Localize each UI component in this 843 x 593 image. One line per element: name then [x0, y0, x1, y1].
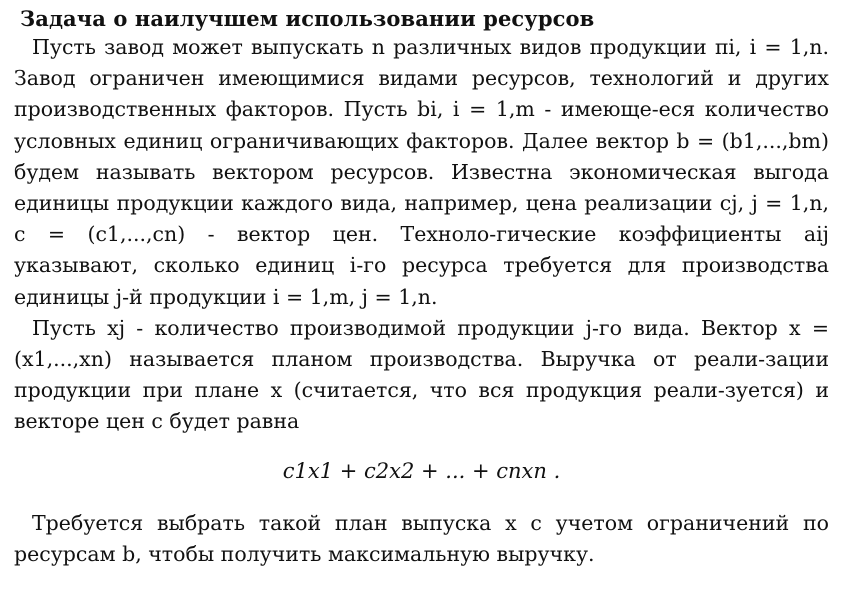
- document-page: [14, 6, 829, 587]
- paragraph-objective: Требуется выбрать такой план выпуска x с учетом ограничений по ресурсам b, чтобы получить максимальную выручку.: [14, 510, 829, 566]
- section-title: Задача о наилучшем использовании ресурсов: [20, 6, 595, 31]
- paragraph-problem-statement: Пусть завод может выпускать n различных видов продукции πi, i = 1,n. Завод ограничен имеющимися видами ресурсов, технологий и других производственных факторов. Пусть bi, i = 1,m - имеюще-еся количество условных единиц ограничивающих факторов. Далее вектор b = (b1,...,bm) будем называть вектором ресурсов. Известна экономическая выгода единицы продукции каждого вида, например, цена реализации cj, j = 1,n, c = (c1,...,cn) - вектор цен. Техноло-гические коэффициенты aij указывают, сколько единиц i-го ресурса требуется для производства единицы j-й продукции i = 1,m, j = 1,n.: [14, 35, 829, 309]
- paragraph-production-plan: Пусть xj - количество производимой продукции j-го вида. Вектор x = (x1,...,xn) называется планом производства. Выручка от реали-зации продукции при плане x (считается, что вся продукция реали-зуется) и векторе цен c будет равна: [14, 315, 829, 434]
- revenue-formula: c1x1 + c2x2 + ... + cnxn .: [282, 458, 561, 483]
